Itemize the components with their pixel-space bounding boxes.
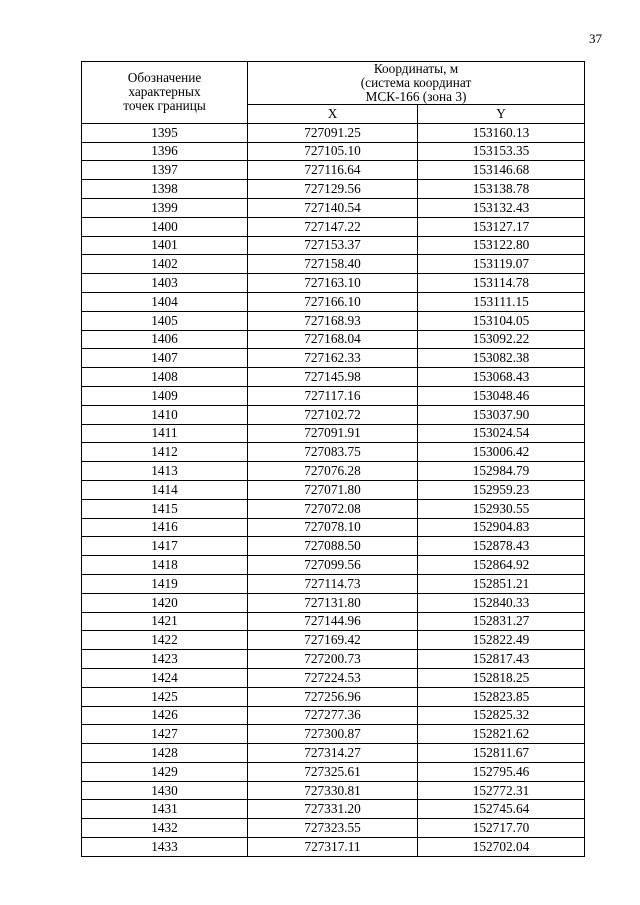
- y-coordinate-cell: 152818.25: [418, 668, 585, 687]
- x-coordinate-cell: 727145.98: [248, 368, 418, 387]
- header-row: [82, 62, 585, 105]
- table-row: [82, 424, 585, 443]
- point-id-cell: 1422: [82, 631, 248, 650]
- table-row: [82, 480, 585, 499]
- y-coordinate-cell: 153138.78: [418, 180, 585, 199]
- table-row: [82, 612, 585, 631]
- coordinates-header-line: МСК-166 (зона 3): [365, 89, 467, 104]
- point-id-cell: 1426: [82, 706, 248, 725]
- y-coordinate-cell: 152702.04: [418, 838, 585, 857]
- point-id-cell: 1407: [82, 349, 248, 368]
- x-coordinate-cell: 727088.50: [248, 537, 418, 556]
- x-coordinate-cell: 727114.73: [248, 574, 418, 593]
- y-coordinate-cell: 152817.43: [418, 650, 585, 669]
- y-coordinate-cell: 153068.43: [418, 368, 585, 387]
- y-coordinate-cell: 152930.55: [418, 499, 585, 518]
- point-id-cell: 1395: [82, 123, 248, 142]
- x-coordinate-cell: 727117.16: [248, 386, 418, 405]
- x-coordinate-cell: 727153.37: [248, 236, 418, 255]
- point-id-cell: 1409: [82, 386, 248, 405]
- x-coordinate-cell: 727168.04: [248, 330, 418, 349]
- x-coordinate-cell: 727314.27: [248, 744, 418, 763]
- points-column-header: [82, 62, 248, 124]
- coordinates-table: [81, 61, 585, 857]
- point-id-cell: 1404: [82, 292, 248, 311]
- y-coordinate-cell: 153153.35: [418, 142, 585, 161]
- x-coordinate-cell: 727071.80: [248, 480, 418, 499]
- table-row: [82, 292, 585, 311]
- point-id-cell: 1397: [82, 161, 248, 180]
- x-coordinate-cell: 727147.22: [248, 217, 418, 236]
- x-coordinate-cell: 727091.91: [248, 424, 418, 443]
- x-coordinate-cell: 727331.20: [248, 800, 418, 819]
- table-row: [82, 198, 585, 217]
- x-coordinate-cell: 727169.42: [248, 631, 418, 650]
- y-coordinate-cell: 152717.70: [418, 819, 585, 838]
- x-coordinate-cell: 727102.72: [248, 405, 418, 424]
- y-coordinate-cell: 153092.22: [418, 330, 585, 349]
- y-coordinate-cell: 153160.13: [418, 123, 585, 142]
- x-coordinate-cell: 727072.08: [248, 499, 418, 518]
- table-row: [82, 725, 585, 744]
- table-row: [82, 518, 585, 537]
- point-id-cell: 1416: [82, 518, 248, 537]
- point-id-cell: 1405: [82, 311, 248, 330]
- y-coordinate-cell: 152811.67: [418, 744, 585, 763]
- x-coordinate-cell: 727317.11: [248, 838, 418, 857]
- y-coordinate-cell: 152831.27: [418, 612, 585, 631]
- x-coordinate-cell: 727168.93: [248, 311, 418, 330]
- table-row: [82, 405, 585, 424]
- table-row: [82, 650, 585, 669]
- y-coordinate-cell: 152795.46: [418, 762, 585, 781]
- table-row: [82, 668, 585, 687]
- point-id-cell: 1400: [82, 217, 248, 236]
- table-row: [82, 631, 585, 650]
- y-coordinate-cell: 152878.43: [418, 537, 585, 556]
- x-coordinate-cell: 727076.28: [248, 462, 418, 481]
- y-coordinate-cell: 153024.54: [418, 424, 585, 443]
- x-coordinate-cell: 727144.96: [248, 612, 418, 631]
- table-row: [82, 330, 585, 349]
- x-coordinate-cell: 727163.10: [248, 274, 418, 293]
- y-coordinate-cell: 153119.07: [418, 255, 585, 274]
- y-coordinate-cell: 153114.78: [418, 274, 585, 293]
- point-id-cell: 1431: [82, 800, 248, 819]
- y-coordinate-cell: 153082.38: [418, 349, 585, 368]
- x-coordinate-cell: 727129.56: [248, 180, 418, 199]
- table-row: [82, 838, 585, 857]
- x-coordinate-cell: 727105.10: [248, 142, 418, 161]
- x-coordinate-cell: 727224.53: [248, 668, 418, 687]
- point-id-cell: 1428: [82, 744, 248, 763]
- point-id-cell: 1418: [82, 556, 248, 575]
- points-header-line: Обозначение: [127, 70, 202, 86]
- point-id-cell: 1419: [82, 574, 248, 593]
- table-row: [82, 781, 585, 800]
- table-row: [82, 462, 585, 481]
- point-id-cell: 1408: [82, 368, 248, 387]
- x-coordinate-cell: 727158.40: [248, 255, 418, 274]
- x-coordinate-cell: 727300.87: [248, 725, 418, 744]
- table-row: [82, 556, 585, 575]
- coordinates-column-header: [248, 62, 585, 105]
- x-coordinate-cell: 727330.81: [248, 781, 418, 800]
- table-row: [82, 386, 585, 405]
- point-id-cell: 1414: [82, 480, 248, 499]
- point-id-cell: 1399: [82, 198, 248, 217]
- y-coordinate-cell: 152745.64: [418, 800, 585, 819]
- points-header-line: характерных: [128, 84, 201, 100]
- y-coordinate-cell: 152851.21: [418, 574, 585, 593]
- x-coordinate-cell: 727277.36: [248, 706, 418, 725]
- table-row: [82, 593, 585, 612]
- table-row: [82, 217, 585, 236]
- point-id-cell: 1396: [82, 142, 248, 161]
- table-row: [82, 311, 585, 330]
- y-coordinate-cell: 153006.42: [418, 443, 585, 462]
- x-coordinate-cell: 727325.61: [248, 762, 418, 781]
- x-coordinate-cell: 727323.55: [248, 819, 418, 838]
- table-row: [82, 499, 585, 518]
- y-coordinate-cell: 152821.62: [418, 725, 585, 744]
- table-row: [82, 236, 585, 255]
- y-coordinate-cell: 152772.31: [418, 781, 585, 800]
- table-row: [82, 142, 585, 161]
- y-coordinate-cell: 152904.83: [418, 518, 585, 537]
- point-id-cell: 1398: [82, 180, 248, 199]
- y-coordinate-cell: 152959.23: [418, 480, 585, 499]
- y-coordinate-cell: 153037.90: [418, 405, 585, 424]
- point-id-cell: 1424: [82, 668, 248, 687]
- x-column-header: X: [248, 105, 418, 124]
- y-coordinate-cell: 153122.80: [418, 236, 585, 255]
- table-row: [82, 800, 585, 819]
- coordinates-header-line: (система координат: [360, 75, 472, 90]
- y-coordinate-cell: 153111.15: [418, 292, 585, 311]
- point-id-cell: 1411: [82, 424, 248, 443]
- point-id-cell: 1429: [82, 762, 248, 781]
- table-body: [82, 123, 585, 856]
- y-coordinate-cell: 152840.33: [418, 593, 585, 612]
- y-coordinate-cell: 152984.79: [418, 462, 585, 481]
- y-coordinate-cell: 153146.68: [418, 161, 585, 180]
- point-id-cell: 1403: [82, 274, 248, 293]
- point-id-cell: 1420: [82, 593, 248, 612]
- point-id-cell: 1413: [82, 462, 248, 481]
- table-row: [82, 687, 585, 706]
- table-row: [82, 819, 585, 838]
- x-coordinate-cell: 727256.96: [248, 687, 418, 706]
- y-coordinate-cell: 153132.43: [418, 198, 585, 217]
- y-coordinate-cell: 152822.49: [418, 631, 585, 650]
- x-coordinate-cell: 727166.10: [248, 292, 418, 311]
- x-coordinate-cell: 727200.73: [248, 650, 418, 669]
- table-row: [82, 368, 585, 387]
- y-coordinate-cell: 153104.05: [418, 311, 585, 330]
- point-id-cell: 1410: [82, 405, 248, 424]
- point-id-cell: 1402: [82, 255, 248, 274]
- table-row: [82, 574, 585, 593]
- point-id-cell: 1412: [82, 443, 248, 462]
- y-coordinate-cell: 153127.17: [418, 217, 585, 236]
- y-coordinate-cell: 152864.92: [418, 556, 585, 575]
- x-coordinate-cell: 727131.80: [248, 593, 418, 612]
- y-coordinate-cell: 152825.32: [418, 706, 585, 725]
- x-coordinate-cell: 727162.33: [248, 349, 418, 368]
- point-id-cell: 1430: [82, 781, 248, 800]
- point-id-cell: 1425: [82, 687, 248, 706]
- x-coordinate-cell: 727116.64: [248, 161, 418, 180]
- points-header-line: точек границы: [123, 98, 206, 114]
- point-id-cell: 1415: [82, 499, 248, 518]
- point-id-cell: 1406: [82, 330, 248, 349]
- x-coordinate-cell: 727091.25: [248, 123, 418, 142]
- point-id-cell: 1433: [82, 838, 248, 857]
- table-row: [82, 443, 585, 462]
- point-id-cell: 1401: [82, 236, 248, 255]
- table-row: [82, 744, 585, 763]
- point-id-cell: 1432: [82, 819, 248, 838]
- coordinates-header-line: Координаты, м: [373, 61, 459, 76]
- point-id-cell: 1421: [82, 612, 248, 631]
- x-coordinate-cell: 727099.56: [248, 556, 418, 575]
- table-header: [82, 62, 585, 124]
- table-row: [82, 706, 585, 725]
- y-column-header: Y: [418, 105, 585, 124]
- x-coordinate-cell: 727083.75: [248, 443, 418, 462]
- page-number: 37: [589, 31, 602, 46]
- table-row: [82, 255, 585, 274]
- table-row: [82, 123, 585, 142]
- table-row: [82, 274, 585, 293]
- table-row: [82, 537, 585, 556]
- table-row: [82, 161, 585, 180]
- x-coordinate-cell: 727078.10: [248, 518, 418, 537]
- table-row: [82, 180, 585, 199]
- y-coordinate-cell: 153048.46: [418, 386, 585, 405]
- y-coordinate-cell: 152823.85: [418, 687, 585, 706]
- table-row: [82, 349, 585, 368]
- point-id-cell: 1427: [82, 725, 248, 744]
- point-id-cell: 1423: [82, 650, 248, 669]
- point-id-cell: 1417: [82, 537, 248, 556]
- table-row: [82, 762, 585, 781]
- x-coordinate-cell: 727140.54: [248, 198, 418, 217]
